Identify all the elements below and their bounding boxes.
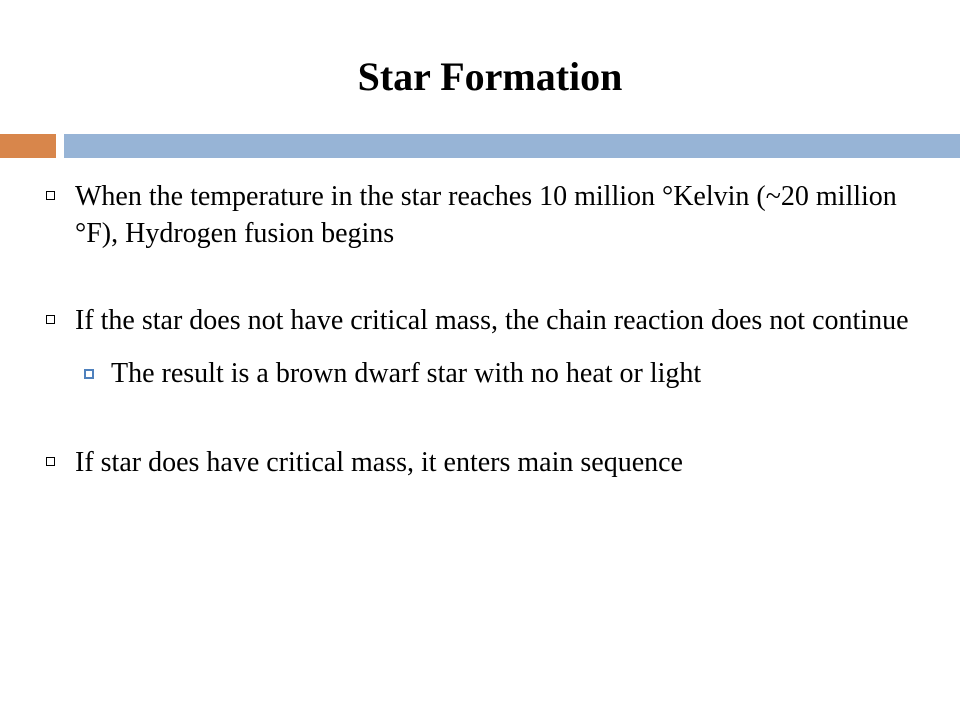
title-divider-bar [64, 134, 960, 158]
title-divider-accent [0, 134, 56, 158]
hollow-square-bullet-icon [46, 315, 55, 324]
bullet-text: If star does have critical mass, it enters main sequence [75, 447, 683, 478]
sub-bullet-item [84, 355, 944, 392]
bullet-item [44, 302, 944, 339]
blue-square-bullet-icon [84, 369, 94, 379]
bullet-text: When the temperature in the star reaches 10 million °Kelvin (~20 million °F), Hydrogen fusion begins [75, 181, 897, 249]
slide-body [44, 178, 944, 481]
bullet-item [44, 444, 944, 481]
slide-title: Star Formation [357, 54, 623, 99]
bullet-text: If the star does not have critical mass, the chain reaction does not continue [75, 305, 909, 336]
sub-bullet-text: The result is a brown dwarf star with no heat or light [111, 358, 702, 389]
bullet-item [44, 178, 944, 252]
hollow-square-bullet-icon [46, 191, 55, 200]
hollow-square-bullet-icon [46, 457, 55, 466]
